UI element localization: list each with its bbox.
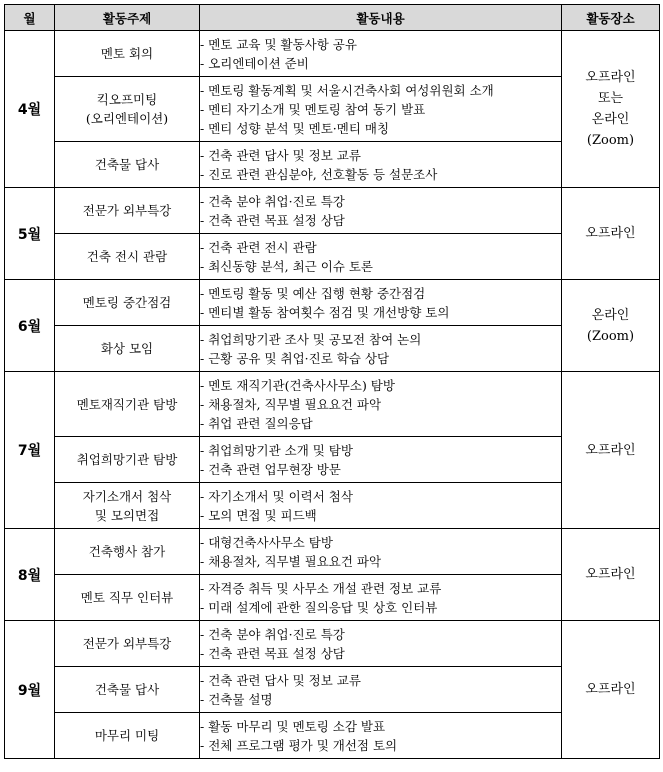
content-item: - 건축 관련 업무현장 방문 xyxy=(200,460,561,479)
place-cell xyxy=(562,280,660,372)
content-item: - 근황 공유 및 취업·진로 학습 상담 xyxy=(200,349,561,368)
content-item: - 미래 설계에 관한 질의응답 및 상호 인터뷰 xyxy=(200,598,561,617)
topic-cell xyxy=(55,621,200,667)
month-cell: 9월 xyxy=(5,621,55,759)
header-place: 활동장소 xyxy=(562,5,660,31)
topic-cell xyxy=(55,713,200,759)
activity-schedule-table xyxy=(4,4,660,759)
content-item: - 건축 분야 취업·진로 특강 xyxy=(200,192,561,211)
table-row xyxy=(5,188,660,234)
topic-text: 마무리 미팅 xyxy=(94,728,160,743)
month-cell: 6월 xyxy=(5,280,55,372)
month-group xyxy=(5,188,660,280)
topic-text: (오리엔테이션) xyxy=(85,111,169,126)
content-item: - 자기소개서 및 이력서 첨삭 xyxy=(200,487,561,506)
place-text: 오프라인 xyxy=(585,682,636,697)
topic-cell xyxy=(55,142,200,188)
content-item: - 건축 관련 답사 및 정보 교류 xyxy=(200,146,561,165)
topic-text: 전문가 외부특강 xyxy=(82,203,172,218)
place-text: 또는 xyxy=(597,91,624,106)
content-cell xyxy=(200,31,562,77)
table-row xyxy=(5,372,660,437)
place-text: 오프라인 xyxy=(585,567,636,582)
content-item: - 모의 면접 및 피드백 xyxy=(200,506,561,525)
table-row xyxy=(5,31,660,77)
content-item: - 멘토링 활동계획 및 서울시건축사회 여성위원회 소개 xyxy=(200,81,561,100)
content-cell xyxy=(200,713,562,759)
content-cell xyxy=(200,372,562,437)
topic-cell xyxy=(55,483,200,529)
topic-cell xyxy=(55,77,200,142)
content-cell xyxy=(200,575,562,621)
content-item: - 진로 관련 관심분야, 선호활동 등 설문조사 xyxy=(200,165,561,184)
topic-text: 킥오프미팅 xyxy=(96,92,158,107)
content-cell xyxy=(200,437,562,483)
header-content: 활동내용 xyxy=(200,5,562,31)
topic-text: 취업희망기관 탐방 xyxy=(76,452,178,467)
content-item: - 멘토링 활동 및 예산 집행 현황 중간점검 xyxy=(200,284,561,303)
topic-text: 자기소개서 첨삭 xyxy=(82,488,172,504)
content-cell xyxy=(200,621,562,667)
topic-text: 건축 전시 관람 xyxy=(86,249,168,264)
content-item: - 멘티 자기소개 및 멘토링 참여 동기 발표 xyxy=(200,100,561,119)
topic-cell xyxy=(55,188,200,234)
topic-text: 및 모의면접 xyxy=(94,507,160,523)
topic-text: 멘토 회의 xyxy=(100,46,154,61)
content-item: - 멘토 교육 및 활동사항 공유 xyxy=(200,35,561,54)
table-row xyxy=(5,142,660,188)
topic-cell xyxy=(55,234,200,280)
topic-text: 화상 모임 xyxy=(100,341,154,356)
place-cell xyxy=(562,188,660,280)
header-row xyxy=(5,5,660,31)
month-group xyxy=(5,372,660,529)
month-cell: 4월 xyxy=(5,31,55,188)
place-text: 온라인 xyxy=(591,307,630,323)
table-row xyxy=(5,280,660,326)
table-row xyxy=(5,713,660,759)
content-cell xyxy=(200,667,562,713)
content-cell xyxy=(200,529,562,575)
topic-text: 건축물 답사 xyxy=(94,157,160,172)
table-row xyxy=(5,234,660,280)
content-item: - 대형건축사사무소 탐방 xyxy=(200,533,561,552)
content-item: - 채용절차, 직무별 필요요건 파악 xyxy=(200,552,561,571)
topic-cell xyxy=(55,437,200,483)
table-row xyxy=(5,529,660,575)
topic-text: 멘토 직무 인터뷰 xyxy=(80,590,174,605)
content-cell xyxy=(200,142,562,188)
month-cell: 8월 xyxy=(5,529,55,621)
content-cell xyxy=(200,188,562,234)
content-cell xyxy=(200,234,562,280)
topic-cell xyxy=(55,31,200,77)
place-text: 오프라인 xyxy=(585,70,636,85)
place-text: 오프라인 xyxy=(585,226,636,241)
table-row xyxy=(5,437,660,483)
table-row xyxy=(5,326,660,372)
content-item: - 건축물 설명 xyxy=(200,690,561,709)
topic-cell xyxy=(55,575,200,621)
table-row xyxy=(5,621,660,667)
month-cell: 7월 xyxy=(5,372,55,529)
place-text: (Zoom) xyxy=(586,133,635,148)
table-row xyxy=(5,483,660,529)
header-month: 월 xyxy=(5,5,55,31)
content-cell xyxy=(200,326,562,372)
table-row xyxy=(5,667,660,713)
content-item: - 멘티별 활동 참여횟수 점검 및 개선방향 토의 xyxy=(200,303,561,322)
topic-cell xyxy=(55,667,200,713)
place-text: (Zoom) xyxy=(586,328,635,344)
month-group xyxy=(5,529,660,621)
content-item: - 멘토 재직기관(건축사사무소) 탐방 xyxy=(200,376,561,395)
month-cell: 5월 xyxy=(5,188,55,280)
content-cell xyxy=(200,77,562,142)
content-item: - 오리엔테이션 준비 xyxy=(200,54,561,73)
place-text: 온라인 xyxy=(591,112,630,127)
topic-text: 건축행사 참가 xyxy=(88,544,166,559)
month-group xyxy=(5,280,660,372)
topic-text: 멘토재직기관 탐방 xyxy=(76,396,178,412)
place-text: 오프라인 xyxy=(585,442,636,458)
month-group xyxy=(5,31,660,188)
content-item: - 전체 프로그램 평가 및 개선점 토의 xyxy=(200,736,561,755)
content-item: - 건축 관련 전시 관람 xyxy=(200,238,561,257)
content-item: - 자격증 취득 및 사무소 개설 관련 정보 교류 xyxy=(200,579,561,598)
topic-cell xyxy=(55,372,200,437)
place-cell xyxy=(562,529,660,621)
month-group xyxy=(5,621,660,759)
table-row xyxy=(5,575,660,621)
topic-text: 전문가 외부특강 xyxy=(82,636,172,651)
content-item: - 건축 분야 취업·진로 특강 xyxy=(200,625,561,644)
content-item: - 최신동향 분석, 최근 이슈 토론 xyxy=(200,257,561,276)
content-cell xyxy=(200,280,562,326)
content-item: - 건축 관련 목표 설정 상담 xyxy=(200,644,561,663)
content-item: - 채용절차, 직무별 필요요건 파악 xyxy=(200,395,561,414)
content-item: - 활동 마무리 및 멘토링 소감 발표 xyxy=(200,717,561,736)
content-item: - 취업희망기관 소개 및 탐방 xyxy=(200,441,561,460)
topic-cell xyxy=(55,326,200,372)
content-item: - 멘티 성향 분석 및 멘토·멘티 매칭 xyxy=(200,119,561,138)
content-item: - 취업희망기관 조사 및 공모전 참여 논의 xyxy=(200,330,561,349)
content-item: - 건축 관련 목표 설정 상담 xyxy=(200,211,561,230)
table-row xyxy=(5,77,660,142)
content-item: - 건축 관련 답사 및 정보 교류 xyxy=(200,671,561,690)
topic-text: 건축물 답사 xyxy=(94,682,160,697)
topic-cell xyxy=(55,280,200,326)
content-cell xyxy=(200,483,562,529)
place-cell xyxy=(562,31,660,188)
topic-text: 멘토링 중간점검 xyxy=(82,295,172,310)
header-topic: 활동주제 xyxy=(55,5,200,31)
place-cell xyxy=(562,372,660,529)
topic-cell xyxy=(55,529,200,575)
content-item: - 취업 관련 질의응답 xyxy=(200,414,561,433)
place-cell xyxy=(562,621,660,759)
